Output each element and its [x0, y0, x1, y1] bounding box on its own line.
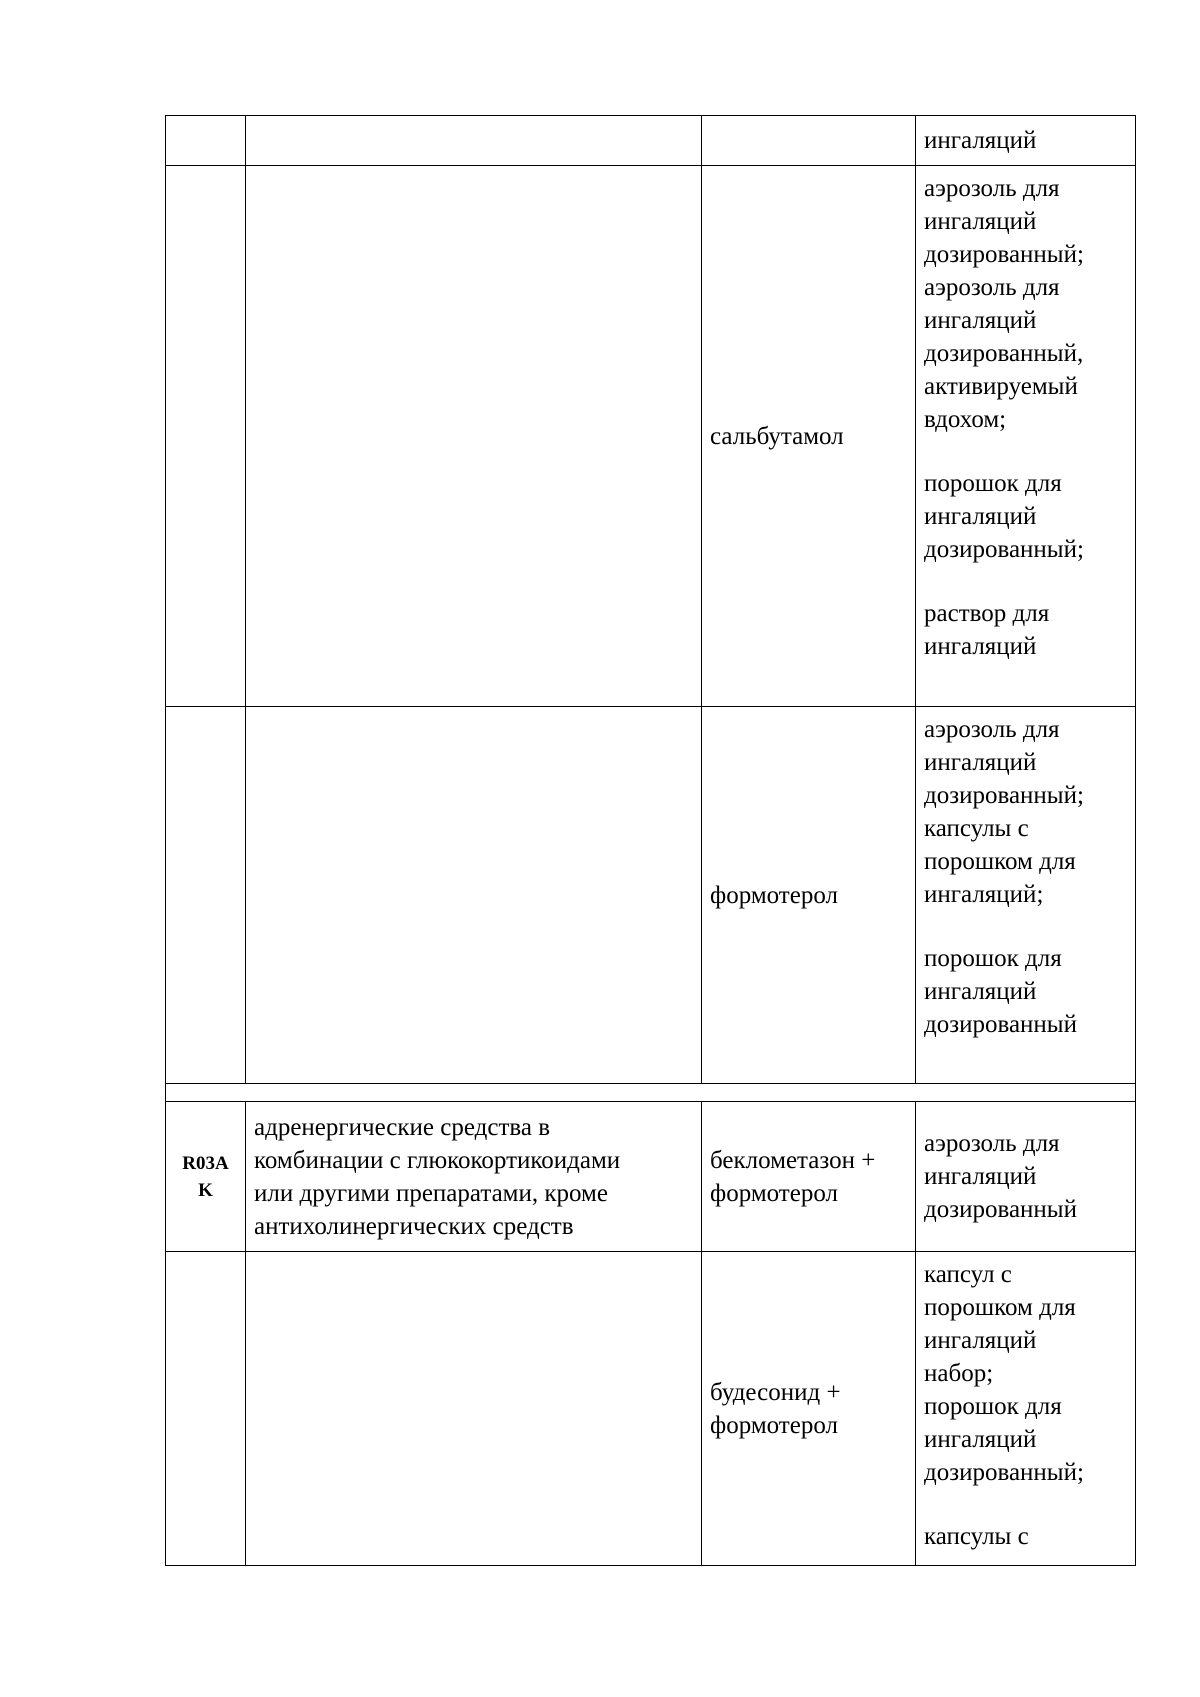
atc-code-line: K — [198, 1179, 213, 1201]
drug-cell — [702, 1102, 916, 1252]
dosage-form-line: активируемый — [924, 373, 1078, 400]
dosage-form-cell — [916, 116, 1136, 166]
drug-name-line: беклометазон + — [710, 1146, 876, 1174]
group-name-line: комбинации с глюкокортикоидами — [254, 1146, 621, 1174]
dosage-form-line: ингаляций — [924, 633, 1037, 660]
dosage-form-line: ингаляций; — [924, 881, 1044, 908]
table-row — [166, 1252, 1136, 1566]
dosage-form-line: набор; — [924, 1360, 994, 1387]
dosage-form-line: капсулы с — [924, 1523, 1029, 1550]
table-row — [166, 116, 1136, 166]
table-row — [166, 707, 1136, 1084]
dosage-form-line: ингаляций — [924, 749, 1037, 776]
dosage-form-line: дозированный; — [924, 1459, 1084, 1486]
dosage-form-line: вдохом; — [924, 406, 1007, 433]
drug-name-line: формотерол — [710, 1411, 838, 1439]
group-name-line: адренергические средства в — [254, 1113, 551, 1141]
dosage-form-block — [924, 124, 1127, 157]
drug-table — [165, 115, 1136, 1566]
drug-name-line: будесонид + — [710, 1378, 841, 1406]
atc-code-cell — [166, 116, 246, 166]
dosage-form-line: капсул с — [924, 1261, 1012, 1288]
group-name-line: антихолинергических средств — [254, 1212, 574, 1240]
table-row — [166, 166, 1136, 707]
group-cell — [246, 166, 702, 707]
group-cell — [246, 707, 702, 1084]
dosage-form-block — [924, 713, 1127, 911]
dosage-form-line: порошок для — [924, 470, 1062, 497]
dosage-form-line: порошок для — [924, 945, 1062, 972]
dosage-form-line: ингаляций — [924, 307, 1037, 334]
dosage-form-line: ингаляций — [924, 127, 1037, 154]
dosage-form-line: ингаляций — [924, 1327, 1037, 1354]
group-cell — [246, 1102, 702, 1252]
dosage-form-line: ингаляций — [924, 1426, 1037, 1453]
dosage-form-cell — [916, 1102, 1136, 1252]
atc-code-cell — [166, 1252, 246, 1566]
dosage-form-line: ингаляций — [924, 208, 1037, 235]
table-row — [166, 1102, 1136, 1252]
group-cell — [246, 1252, 702, 1566]
dosage-form-line: ингаляций — [924, 1163, 1037, 1190]
dosage-form-line: дозированный, — [924, 340, 1084, 367]
dosage-form-line: порошком для — [924, 848, 1076, 875]
dosage-form-block — [924, 597, 1127, 663]
dosage-form-line: дозированный; — [924, 241, 1084, 268]
dosage-form-line: капсулы с — [924, 815, 1029, 842]
atc-code-cell — [166, 166, 246, 707]
dosage-form-line: порошком для — [924, 1294, 1076, 1321]
drug-cell — [702, 707, 916, 1084]
group-cell — [246, 116, 702, 166]
group-name-line: или другими препаратами, кроме — [254, 1179, 608, 1207]
dosage-form-line: ингаляций — [924, 503, 1037, 530]
dosage-form-line: аэрозоль для — [924, 274, 1060, 301]
atc-code-cell — [166, 707, 246, 1084]
separator-cell — [166, 1084, 1136, 1102]
dosage-form-line: аэрозоль для — [924, 716, 1060, 743]
dosage-form-line: ингаляций — [924, 978, 1037, 1005]
drug-cell — [702, 166, 916, 707]
dosage-form-line: дозированный; — [924, 536, 1084, 563]
dosage-form-block — [924, 1127, 1127, 1226]
dosage-form-line: аэрозоль для — [924, 1130, 1060, 1157]
dosage-form-line: дозированный; — [924, 782, 1084, 809]
dosage-form-line: дозированный — [924, 1011, 1077, 1038]
drug-cell — [702, 116, 916, 166]
dosage-form-block — [924, 172, 1127, 436]
atc-code-line: R03A — [182, 1152, 229, 1174]
drug-cell — [702, 1252, 916, 1566]
dosage-form-block — [924, 942, 1127, 1041]
dosage-form-cell — [916, 166, 1136, 707]
table-row-separator — [166, 1084, 1136, 1102]
dosage-form-line: дозированный — [924, 1196, 1077, 1223]
dosage-form-cell — [916, 707, 1136, 1084]
dosage-form-line: порошок для — [924, 1393, 1062, 1420]
dosage-form-cell — [916, 1252, 1136, 1566]
drug-name: сальбутамол — [710, 422, 844, 450]
dosage-form-line: аэрозоль для — [924, 175, 1060, 202]
dosage-form-block — [924, 1520, 1127, 1553]
dosage-form-line: раствор для — [924, 600, 1050, 627]
dosage-form-block — [924, 467, 1127, 566]
drug-name: формотерол — [710, 881, 838, 909]
dosage-form-block — [924, 1258, 1127, 1489]
atc-code-cell — [166, 1102, 246, 1252]
drug-name-line: формотерол — [710, 1179, 838, 1207]
